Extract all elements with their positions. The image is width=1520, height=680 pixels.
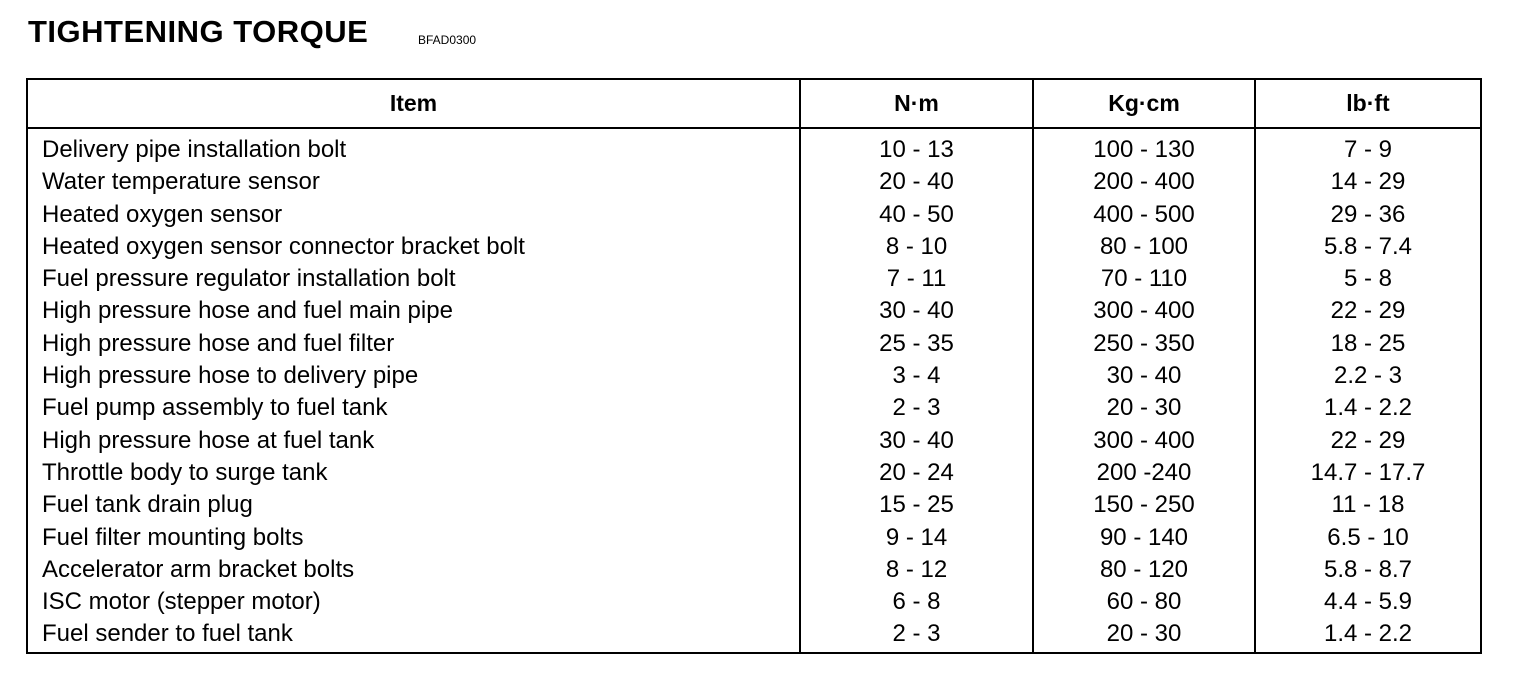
column-header-nm: N·m [894,90,939,116]
table-row [28,554,1480,586]
cell-lbft: 5 - 8 [1343,265,1393,293]
cell-lbft: 1.4 - 2.2 [1323,394,1413,422]
cell-item: High pressure hose and fuel filter [42,329,395,357]
cell-nm: 15 - 25 [879,491,954,519]
cell-kgcm: 80 - 100 [1099,232,1189,260]
cell-kgcm: 300 - 400 [1093,297,1195,325]
cell-kgcm: 300 - 400 [1093,426,1195,454]
table-row [28,489,1480,521]
table-body [28,134,1480,651]
cell-lbft: 5.8 - 8.7 [1323,555,1413,583]
cell-kgcm: 30 - 40 [1106,362,1182,390]
cell-nm: 30 - 40 [879,426,954,454]
cell-nm: 7 - 11 [886,265,947,293]
cell-kgcm: 400 - 500 [1093,200,1195,228]
cell-nm: 30 - 40 [879,297,954,325]
cell-nm: 20 - 24 [879,458,954,486]
cell-item: Heated oxygen sensor connector bracket bolt [42,232,525,260]
cell-item: Fuel filter mounting bolts [42,523,304,551]
cell-kgcm: 80 - 120 [1099,555,1189,583]
cell-lbft: 18 - 25 [1330,329,1406,357]
cell-kgcm: 200 -240 [1096,458,1192,486]
table-row [28,360,1480,392]
table-row [28,166,1480,198]
cell-item: Water temperature sensor [42,168,320,196]
cell-nm: 25 - 35 [879,329,954,357]
cell-nm: 8 - 12 [885,555,948,583]
cell-lbft: 14.7 - 17.7 [1310,458,1426,486]
cell-kgcm: 90 - 140 [1099,523,1189,551]
cell-item: Fuel tank drain plug [42,491,253,519]
table-row [28,295,1480,327]
cell-item: ISC motor (stepper motor) [42,588,321,616]
cell-kgcm: 20 - 30 [1106,394,1182,422]
table-row [28,134,1480,166]
cell-lbft: 22 - 29 [1330,297,1406,325]
header-divider [28,127,1480,129]
cell-lbft: 11 - 18 [1331,491,1405,519]
cell-item: Heated oxygen sensor [42,200,283,228]
column-header-kgcm: Kg·cm [1108,90,1180,116]
cell-lbft: 5.8 - 7.4 [1323,232,1413,260]
table-row [28,425,1480,457]
cell-item: Delivery pipe installation bolt [42,136,347,163]
cell-nm: 8 - 10 [885,232,948,260]
table-row [28,457,1480,489]
cell-item: Fuel sender to fuel tank [42,620,293,648]
document-code: BFAD0300 [418,33,477,47]
cell-nm: 9 - 14 [885,523,948,551]
cell-lbft: 6.5 - 10 [1327,523,1409,551]
page-title: TIGHTENING TORQUE [28,14,369,49]
cell-kgcm: 60 - 80 [1106,588,1182,616]
cell-lbft: 14 - 29 [1330,168,1406,196]
cell-item: Fuel pressure regulator installation bolt [42,265,456,293]
table-row [28,618,1480,650]
cell-nm: 2 - 3 [892,394,941,422]
cell-item: Throttle body to surge tank [42,458,328,486]
cell-nm: 3 - 4 [892,362,941,390]
cell-item: Fuel pump assembly to fuel tank [42,394,388,422]
cell-lbft: 1.4 - 2.2 [1323,620,1413,648]
cell-lbft: 4.4 - 5.9 [1323,588,1413,616]
table-row [28,263,1480,295]
cell-nm: 40 - 50 [879,200,954,228]
cell-item: High pressure hose to delivery pipe [42,362,419,390]
table-row [28,392,1480,424]
cell-kgcm: 100 - 130 [1093,136,1195,163]
cell-kgcm: 250 - 350 [1093,329,1195,357]
table-row [28,586,1480,618]
cell-lbft: 29 - 36 [1330,200,1406,228]
torque-table [26,78,1482,654]
cell-nm: 6 - 8 [892,588,941,616]
cell-item: Accelerator arm bracket bolts [42,555,355,583]
cell-item: High pressure hose at fuel tank [42,426,375,454]
column-header-lbft: lb·ft [1346,90,1390,116]
cell-nm: 20 - 40 [879,168,954,196]
table-row [28,522,1480,554]
cell-kgcm: 70 - 110 [1100,265,1188,293]
table-row [28,231,1480,263]
cell-kgcm: 200 - 400 [1093,168,1195,196]
cell-kgcm: 20 - 30 [1106,620,1182,648]
cell-lbft: 2.2 - 3 [1333,362,1403,390]
cell-kgcm: 150 - 250 [1093,491,1195,519]
table-row [28,199,1480,231]
cell-item: High pressure hose and fuel main pipe [42,297,453,325]
column-header-item: Item [389,90,438,116]
cell-nm: 10 - 13 [879,136,954,163]
cell-lbft: 7 - 9 [1343,136,1393,163]
table-row [28,328,1480,360]
cell-nm: 2 - 3 [892,620,941,648]
cell-lbft: 22 - 29 [1330,426,1406,454]
